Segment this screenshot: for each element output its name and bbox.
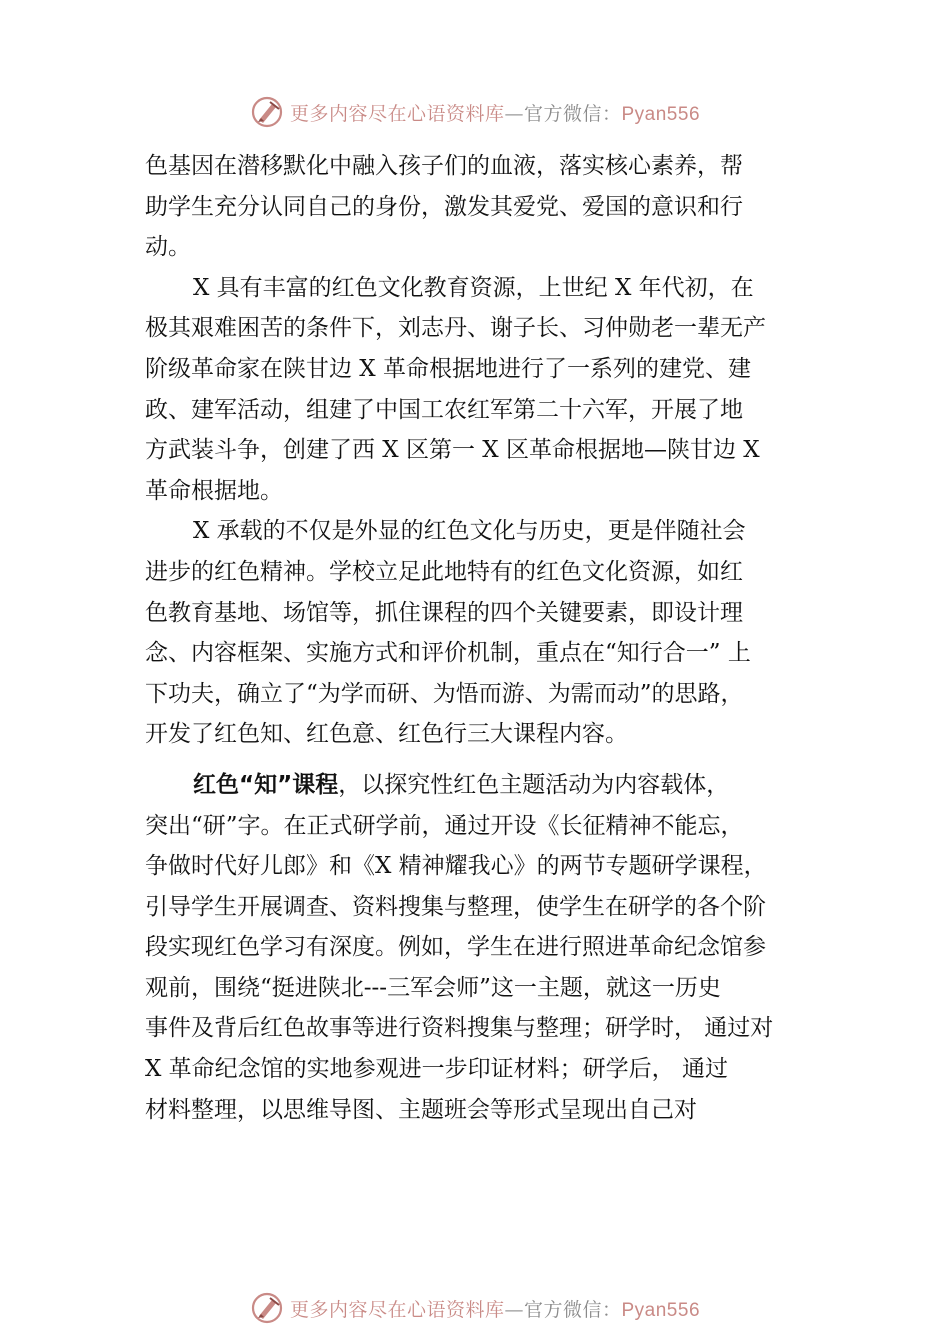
footer-watermark xyxy=(0,1288,950,1328)
paragraph-line: X 革命纪念馆的实地参观进一步印证材料；研学后， 通过 xyxy=(145,1056,728,1083)
paragraph-line: 方武装斗争，创建了西 X 区第一 X 区革命根据地—陕甘边 X xyxy=(145,437,760,464)
section-heading: 红色“知”课程 xyxy=(193,771,339,798)
paragraph-line: 进步的红色精神。学校立足此地特有的红色文化资源，如红 xyxy=(145,558,743,585)
footer-brand-text: 更多内容尽在心语资料库 xyxy=(289,1298,505,1321)
header-watermark-text xyxy=(290,99,700,126)
paragraph-line: 极其艰难困苦的条件下，刘志丹、谢子长、习仲勋老一辈无产 xyxy=(145,315,766,342)
paragraph-line: 争做时代好儿郎》和《X 精神耀我心》的两节专题研学课程， xyxy=(145,853,767,880)
section-first-line xyxy=(145,765,825,806)
header-watermark xyxy=(0,92,950,132)
paragraph-line: 下功夫，确立了“为学而研、为悟而游、为需而动”的思路， xyxy=(145,680,744,707)
paragraph-line: 突出“研”字。在正式研学前，通过开设《长征精神不能忘， xyxy=(145,812,744,839)
footer-wechat-label: 官方微信： xyxy=(523,1298,622,1321)
paragraph-line: 开发了红色知、红色意、红色行三大课程内容。 xyxy=(145,721,628,748)
paragraph-line: X 具有丰富的红色文化教育资源，上世纪 X 年代初，在 xyxy=(193,274,754,301)
paragraph-line: X 承载的不仅是外显的红色文化与历史，更是伴随社会 xyxy=(193,518,746,545)
paragraph-line: 材料整理，以思维导图、主题班会等形式呈现出自己对 xyxy=(145,1096,697,1123)
paragraph-line: 助学生充分认同自己的身份，激发其爱党、爱国的意识和行 xyxy=(145,193,743,220)
paragraph-line: 引导学生开展调查、资料搜集与整理，使学生在研学的各个阶 xyxy=(145,893,766,920)
header-wechat-label: 官方微信： xyxy=(523,102,622,125)
paragraph-line: 色教育基地、场馆等，抓住课程的四个关键要素，即设计理 xyxy=(145,599,743,626)
paragraph-line: 段实现红色学习有深度。例如，学生在进行照进革命纪念馆参 xyxy=(145,934,766,961)
paragraph-line: 观前，围绕“挺进陕北---三军会师”这一主题，就这一历史 xyxy=(145,974,721,1001)
footer-wechat-id: Pyan556 xyxy=(621,1299,701,1321)
paragraph-line: 色基因在潜移默化中融入孩子们的血液，落实核心素养，帮 xyxy=(145,153,743,179)
header-separator: — xyxy=(504,102,524,125)
paragraph-line: 动。 xyxy=(145,234,191,261)
paragraph-line: 政、建军活动，组建了中国工农红军第二十六军，开展了地 xyxy=(145,396,743,423)
paragraph-line: 阶级革命家在陕甘边 X 革命根据地进行了一系列的建党、建 xyxy=(145,355,751,382)
paragraph-line: 事件及背后红色故事等进行资料搜集与整理；研学时， 通过对 xyxy=(145,1015,774,1042)
footer-watermark-text xyxy=(290,1295,700,1322)
header-wechat-id: Pyan556 xyxy=(621,103,701,125)
paragraph-line: 革命根据地。 xyxy=(145,477,283,504)
section-first-line-text: ，以探究性红色主题活动为内容载体， xyxy=(338,771,730,798)
header-brand-text: 更多内容尽在心语资料库 xyxy=(289,102,505,125)
pen-logo-icon xyxy=(250,1291,284,1325)
paragraph-line: 念、内容框架、实施方式和评价机制，重点在“知行合一” 上 xyxy=(145,640,751,667)
document-body xyxy=(145,146,825,1130)
pen-logo-icon xyxy=(250,95,284,129)
footer-separator: — xyxy=(504,1298,524,1321)
